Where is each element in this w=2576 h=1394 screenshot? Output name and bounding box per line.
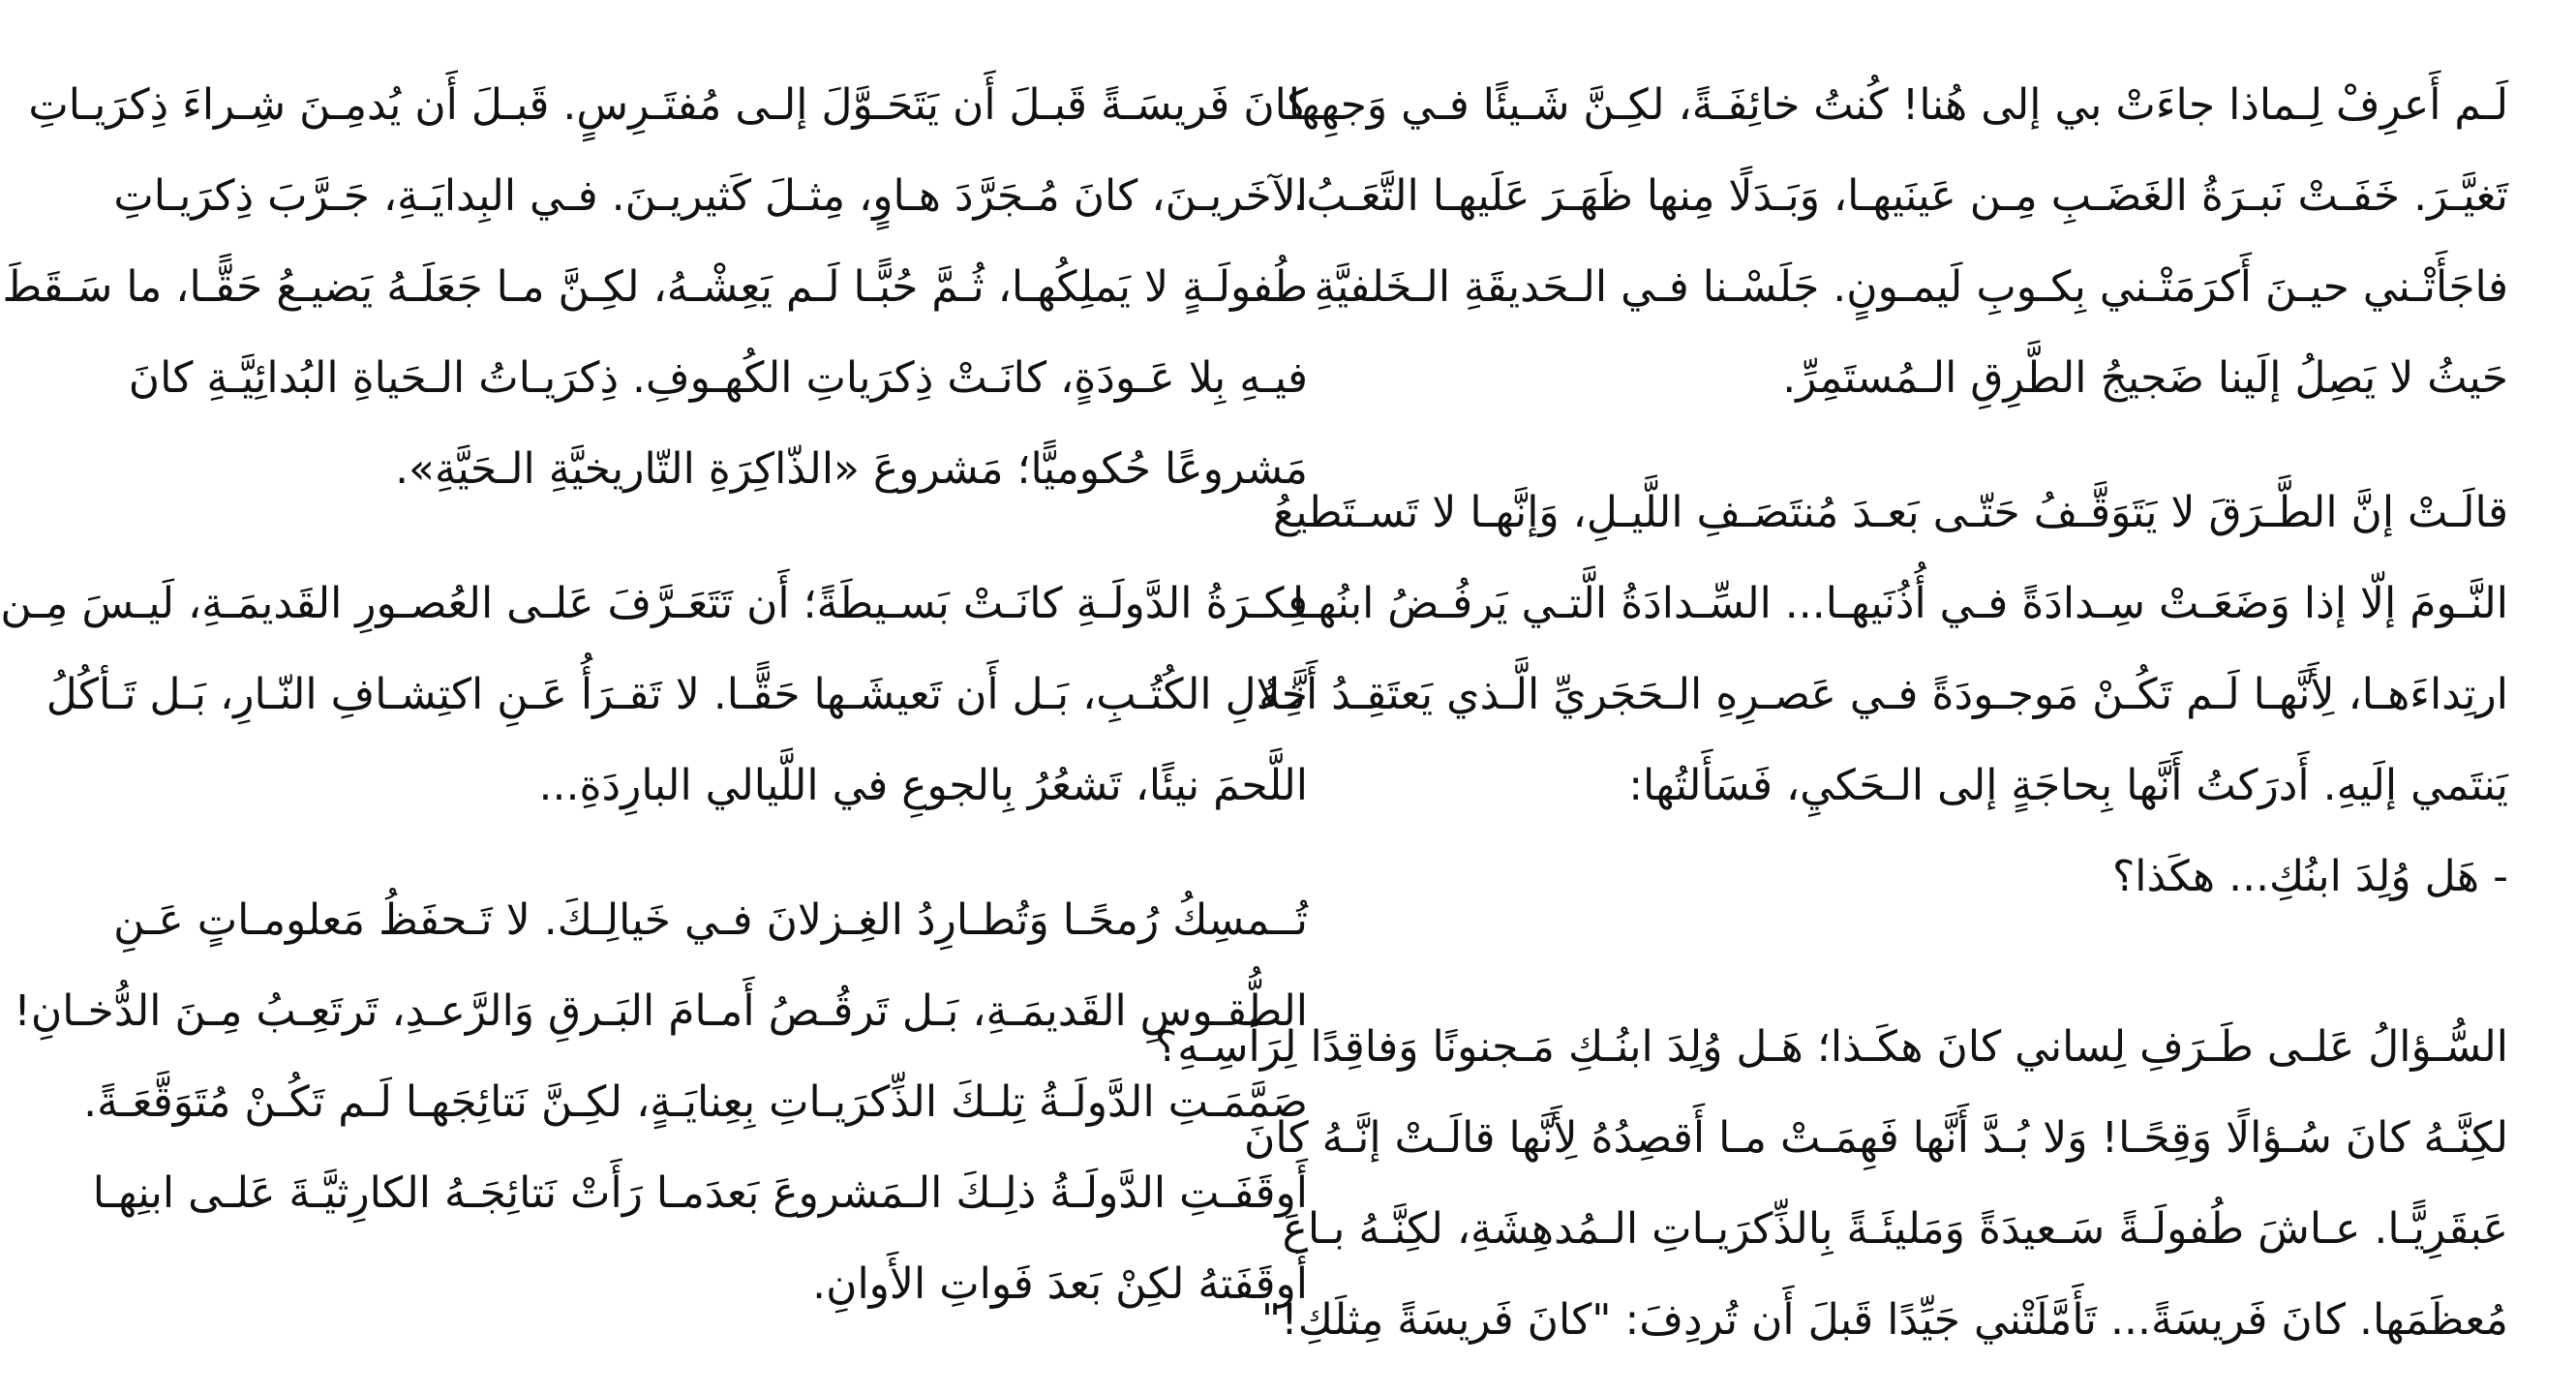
text-line: مُعظَمَها. كانَ فَريسَةً... تَأَمَّلَتْني جَيِّدًا قَبلَ أَن تُردِفَ: "كانَ فَريسَةً مِثلَكِ!" <box>1260 1295 2508 1345</box>
text-line: أَوقَفَـتِ الدَّولَـةُ ذلِـكَ الـمَشروعَ بَعدَمـا رَأَتْ نَتائِجَـهُ الكارِثيَّـةَ عَلـى ابنِهـا <box>92 1168 1308 1218</box>
text-line: يَنتَمي إلَيهِ. أَدرَكتُ أَنَّها بِحاجَةٍ إلى الـحَكيِ، فَسَأَلتُها: <box>1628 761 2508 810</box>
text-line: مَشروعًا حُكوميًّا؛ مَشروعَ «الذّاكِرَةِ التّاريخيَّةِ الـحَيَّةِ». <box>395 444 1308 494</box>
paragraph-2 <box>0 559 1308 832</box>
paragraph-2 <box>1258 468 2508 923</box>
text-line: السُّـؤالُ عَلـى طَـرَفِ لِساني كانَ هكَـذا؛ هَـل وُلِدَ ابنُـكِ مَـجنونًا وَفاقِدًا لِرَأسِـهِ؟ <box>1154 1022 2508 1072</box>
right-column <box>1154 60 2508 1366</box>
text-line: النَّـومَ إلّا إذا وَضَعَـتْ سِـدادَةً فـي أُذُنَيهـا... السِّـدادَةُ الَّتـي يَرفُـضُ ابنُهـا <box>1291 579 2508 628</box>
text-line: حَيثُ لا يَصِلُ إلَينا ضَجيجُ الطَّرِقِ الـمُستَمِرِّ. <box>1782 353 2508 403</box>
text-line: كانَ فَريسَـةً قَبـلَ أَن يَتَحَـوَّلَ إلـى مُفتَـرِسٍ. قَبـلَ أَن يُدمِـنَ شِـراءَ ذِكرَيـاتِ <box>28 80 1308 130</box>
text-line: فاجَأَتْـني حيـنَ أَكرَمَتْـني بِكـوبِ لَيمـونٍ. جَلَسْـنا فـي الـحَديقَةِ الـخَلفيَّةِ <box>1314 262 2508 312</box>
text-line: أَوقَفَتهُ لكِنْ بَعدَ فَواتِ الأَوانِ. <box>812 1259 1308 1309</box>
paragraph-3 <box>1154 1002 2508 1366</box>
dialogue-line: - هَل وُلِدَ ابنُكِ... هكَذا؟ <box>2111 852 2508 901</box>
paragraph-3 <box>14 875 1308 1330</box>
paragraph-gap <box>146 515 1308 559</box>
paragraph-1 <box>1288 60 2508 424</box>
text-line: فِكـرَةُ الدَّولَـةِ كانَـتْ بَسـيطَةً؛ أَن تَتَعَـرَّفَ عَلـى العُصـورِ القَديمَـةِ، لَيـسَ مِـن <box>0 579 1308 628</box>
paragraph-1 <box>2 60 1308 515</box>
text-line: قالَـتْ إنَّ الطَّـرَقَ لا يَتَوَقَّـفُ حَتّـى بَعـدَ مُنتَصَـفِ اللَّيـلِ، وَإنَّهـا لا تَسـتَطيعُ <box>1272 488 2508 537</box>
paragraph-gap <box>146 832 1308 875</box>
text-line: تَغيَّـرَ. خَفَـتْ نَبـرَةُ الغَضَـبِ مِـن عَينَيهـا، وَبَـدَلًا مِنها ظَهَـرَ عَلَيهـا التَّعَـبُ. <box>1292 171 2508 221</box>
text-line: الطُّقـوسِ القَديمَـةِ، بَـل تَرقُـصُ أَمـامَ البَـرقِ وَالرَّعـدِ، تَرتَعِـبُ مِـنَ الدُّخـانِ! <box>14 986 1308 1036</box>
text-line: خِلالِ الكُتُـبِ، بَـل أَن تَعيشَـها حَقًّـا. لا تَقـرَأُ عَـنِ اكتِشـافِ النّـارِ، بَـل تَـأكُلُ <box>45 670 1308 719</box>
text-line: عَبقَرِيًّـا. عـاشَ طُفولَـةً سَـعيدَةً وَمَليئَـةً بِالذِّكرَيـاتِ الـمُدهِشَةِ، لكِنَّـهُ بـاعَ <box>1282 1204 2508 1254</box>
text-line: الآخَريـنَ، كانَ مُـجَرَّدَ هـاوٍ، مِثـلَ كَثيريـنَ. فـي البِدايَـةِ، جَـرَّبَ ذِكرَيـاتِ <box>113 171 1308 221</box>
paragraph-gap <box>1385 923 2508 1002</box>
text-line: فيـهِ بِلا عَـودَةٍ، كانَـتْ ذِكرَياتِ الكُهـوفِ. ذِكرَيـاتُ الـحَياةِ البُدائِيَّـةِ كانَ <box>128 353 1308 403</box>
text-line: طُفولَـةٍ لا يَملِكُهـا، ثُـمَّ حُبًّـا لَـم يَعِشْـهُ، لكِـنَّ مـا جَعَلَـهُ يَضيـعُ حَقًّـا، ما سَـقَطَ <box>2 262 1308 312</box>
paragraph-gap <box>1385 424 2508 468</box>
text-line: اللَّحمَ نيئًا، تَشعُرُ بِالجوعِ في اللَّيالي البارِدَةِ... <box>538 761 1308 810</box>
text-line: لَـم أَعرِفْ لِـماذا جاءَتْ بي إلى هُنا! كُنتُ خائِفَـةً، لكِـنَّ شَـيئًا فـي وَجهِها <box>1288 80 2508 130</box>
text-line: ارتِداءَهـا، لِأَنَّهـا لَـم تَكُـنْ مَوجـودَةً فـي عَصـرِهِ الـحَجَريِّ الَّـذي يَعتَقِـدُ أَنَّـهُ <box>1258 670 2508 719</box>
text-line: صَمَّمَـتِ الدَّولَـةُ تِلـكَ الذِّكرَيـاتِ بِعِنايَـةٍ، لكِـنَّ نَتائِجَهـا لَـم تَكُـنْ مُتَوَقَّعَـةً. <box>83 1077 1308 1127</box>
left-column <box>0 60 1308 1330</box>
text-line: تُــمسِكُ رُمحًـا وَتُطـارِدُ الغِـزلانَ فـي خَيالِـكَ. لا تَـحفَظُ مَعلومـاتٍ عَـنِ <box>113 895 1308 945</box>
text-line: لكِنَّـهُ كانَ سُـؤالًا وَقِحًـا! وَلا بُـدَّ أَنَّها فَهِمَـتْ مـا أَقصِدُهُ لِأَنَّها قالَـتْ إنَّـهُ كانَ <box>1244 1113 2508 1163</box>
